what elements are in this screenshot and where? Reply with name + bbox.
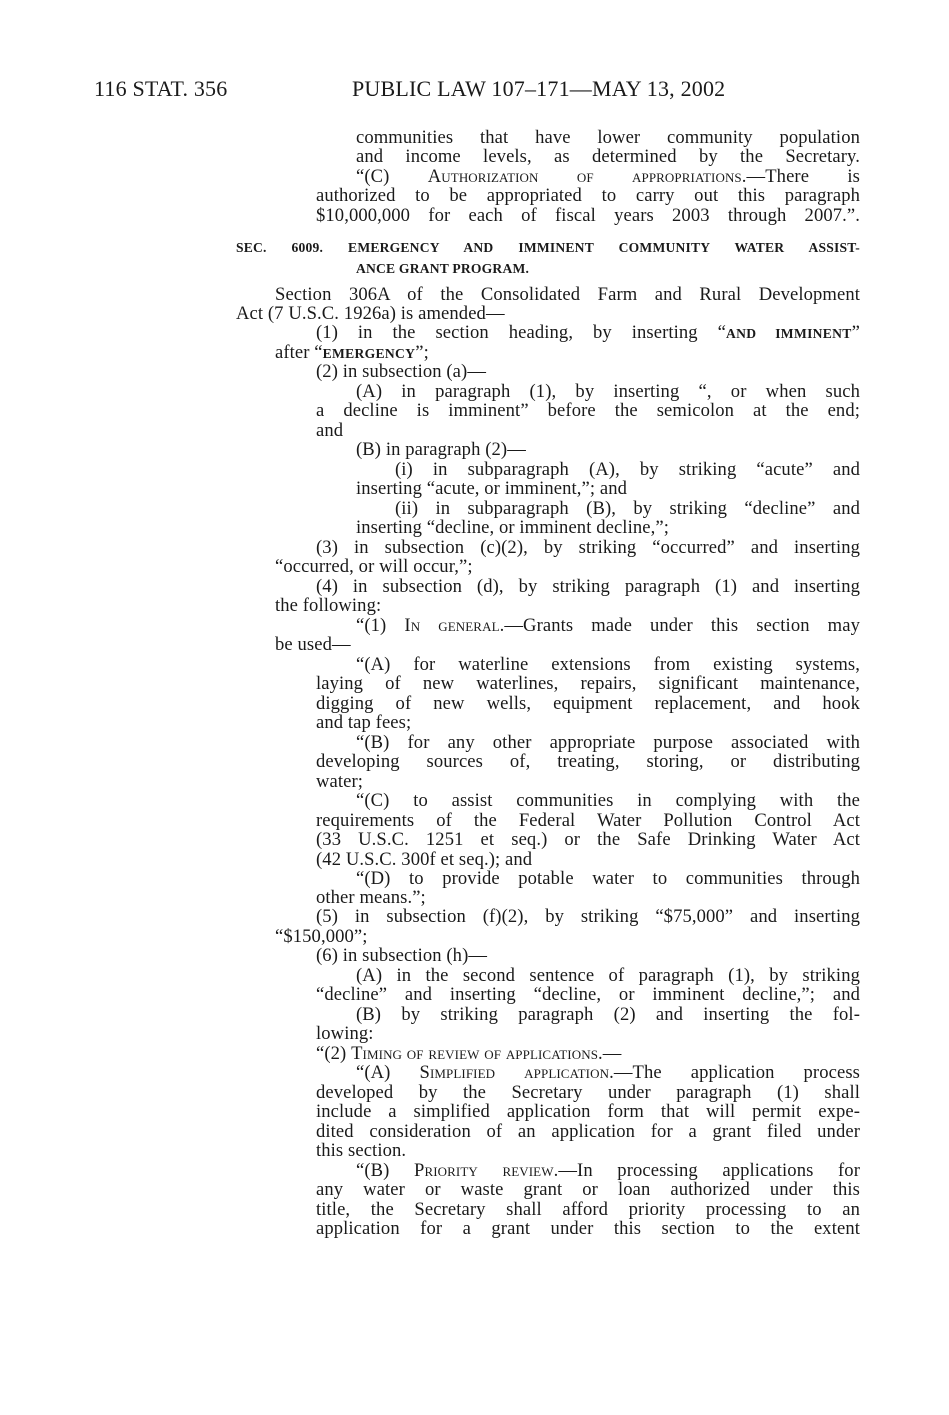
text-line: “(1) In general.—Grants made under this section may <box>356 615 860 636</box>
text-line: be used— <box>275 634 351 655</box>
text-line: digging of new wells, equipment replacement, and hook <box>316 693 860 714</box>
text-line: (A) in the second sentence of paragraph (1), by striking <box>356 965 860 986</box>
text-line: application for a grant under this section to the extent <box>316 1218 860 1239</box>
text-line: (A) in paragraph (1), by inserting “, or when such <box>356 381 860 402</box>
text-line: “$150,000”; <box>275 926 368 947</box>
text-line: “(B) for any other appropriate purpose associated with <box>356 732 860 753</box>
text-line: (B) in paragraph (2)— <box>356 439 526 460</box>
text-line: the following: <box>275 595 382 616</box>
text-line: water; <box>316 771 364 792</box>
text-line: Section 306A of the Consolidated Farm and Rural Development <box>275 284 860 305</box>
text-line: communities that have lower community population <box>356 127 860 148</box>
text-line: include a simplified application form that will permit expe- <box>316 1101 860 1122</box>
text-line: “(B) Priority review.—In processing applications for <box>356 1160 860 1181</box>
text-line: a decline is imminent” before the semicolon at the end; <box>316 400 860 421</box>
text-line: dited consideration of an application for a grant filed under <box>316 1121 860 1142</box>
text-line: “(A) for waterline extensions from existing systems, <box>356 654 860 675</box>
text-line: (B) by striking paragraph (2) and inserting the fol- <box>356 1004 860 1025</box>
text-line: (ii) in subparagraph (B), by striking “decline” and <box>395 498 860 519</box>
text-line: ANCE GRANT PROGRAM. <box>356 261 530 276</box>
text-line: any water or waste grant or loan authorized under this <box>316 1179 860 1200</box>
text-line: and income levels, as determined by the Secretary. <box>356 146 860 167</box>
page-stat-citation: 116 STAT. 356 <box>94 76 228 101</box>
text-line: (33 U.S.C. 1251 et seq.) or the Safe Drinking Water Act <box>316 829 860 850</box>
text-line: developed by the Secretary under paragraph (1) shall <box>316 1082 860 1103</box>
text-line: SEC. 6009. EMERGENCY AND IMMINENT COMMUNITY WATER ASSIST- <box>236 240 860 255</box>
text-line: “(A) Simplified application.—The application process <box>356 1062 861 1083</box>
text-line: (i) in subparagraph (A), by striking “acute” and <box>395 459 860 480</box>
text-line: inserting “acute, or imminent,”; and <box>356 478 628 499</box>
text-line: $10,000,000 for each of fiscal years 2003 through 2007.”. <box>316 205 860 226</box>
text-line: “occurred, or will occur,”; <box>275 556 473 577</box>
text-line: laying of new waterlines, repairs, significant maintenance, <box>316 673 860 694</box>
text-line: (3) in subsection (c)(2), by striking “occurred” and inserting <box>316 537 860 558</box>
text-line: inserting “decline, or imminent decline,”; <box>356 517 669 538</box>
text-line: “(C) Authorization of appropriations.—There is <box>356 166 860 187</box>
text-line: and tap fees; <box>316 712 412 733</box>
text-line: “(C) to assist communities in complying with the <box>356 790 860 811</box>
text-line: “decline” and inserting “decline, or imminent decline,”; and <box>316 984 860 1005</box>
page-law-header: PUBLIC LAW 107–171—MAY 13, 2002 <box>352 76 726 101</box>
text-line: “(D) to provide potable water to communities through <box>356 868 860 889</box>
text-line: (42 U.S.C. 300f et seq.); and <box>316 849 533 870</box>
text-line: authorized to be appropriated to carry out this paragraph <box>316 185 860 206</box>
text-line: (2) in subsection (a)— <box>316 361 487 382</box>
text-line: title, the Secretary shall afford priority processing to an <box>316 1199 860 1220</box>
text-line: and <box>316 420 344 441</box>
text-line: (6) in subsection (h)— <box>316 945 488 966</box>
text-line: (4) in subsection (d), by striking paragraph (1) and inserting <box>316 576 860 597</box>
text-line: Act (7 U.S.C. 1926a) is amended— <box>236 303 505 324</box>
text-line: this section. <box>316 1140 407 1161</box>
text-line: (1) in the section heading, by inserting “AND IMMINENT” <box>316 322 860 343</box>
text-line: “(2) Timing of review of applications.— <box>316 1043 622 1064</box>
text-line: after “EMERGENCY”; <box>275 342 429 363</box>
text-line: other means.”; <box>316 887 426 908</box>
text-line: requirements of the Federal Water Pollution Control Act <box>316 810 860 831</box>
text-line: lowing: <box>316 1023 374 1044</box>
text-line: developing sources of, treating, storing, or distributing <box>316 751 860 772</box>
text-line: (5) in subsection (f)(2), by striking “$75,000” and inserting <box>316 906 860 927</box>
